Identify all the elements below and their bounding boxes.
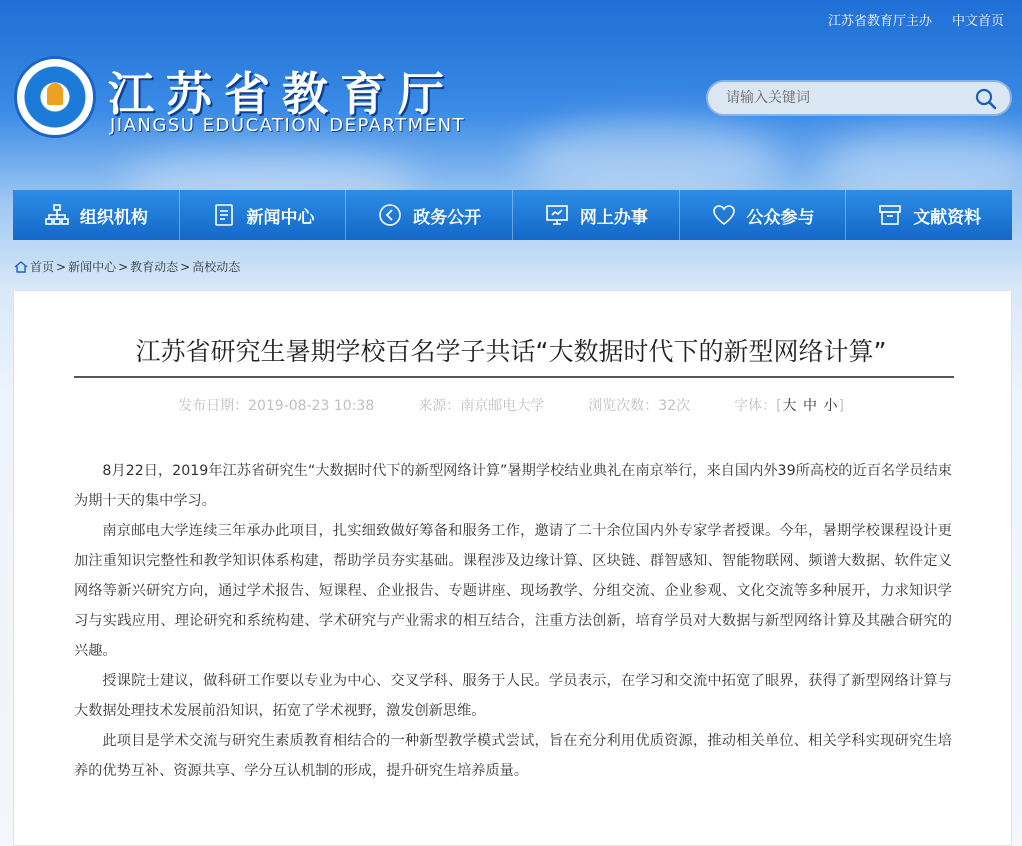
emblem-icon — [23, 65, 87, 129]
top-link-host[interactable]: 江苏省教育厅主办 — [827, 14, 932, 29]
breadcrumb-home[interactable]: 首页 — [30, 260, 55, 274]
nav-label: 公众参与 — [746, 207, 815, 228]
font-large-button[interactable]: 大 — [782, 398, 797, 414]
font-size-bracket: ] — [838, 398, 844, 414]
breadcrumb-university-news[interactable]: 高校动态 — [192, 260, 241, 274]
nav-item-documents[interactable] — [846, 190, 1012, 240]
nav-item-news[interactable] — [180, 190, 347, 240]
view-count: 浏览次数：32次 — [588, 398, 691, 414]
article-paragraph: 此项目是学术交流与研究生素质教育相结合的一种新型教学模式尝试，旨在充分利用优质资源，推动相关单位、相关学科实现研究生培养的优势互补、资源共享、学分互认机制的形成，提升研究生培养质量。 — [74, 733, 952, 779]
document-icon — [211, 202, 237, 228]
org-chart-icon — [44, 202, 70, 228]
monitor-icon — [544, 202, 570, 228]
nav-item-online-service[interactable] — [513, 190, 680, 240]
font-medium-button[interactable]: 中 — [803, 398, 817, 414]
article-source: 来源：南京邮电大学 — [418, 398, 545, 414]
site-title-en: JIANGSU EDUCATION DEPARTMENT — [110, 115, 466, 136]
article-body — [74, 456, 952, 786]
logo-emblem[interactable] — [14, 56, 96, 138]
nav-item-public-participation[interactable] — [680, 190, 847, 240]
site-title: 江苏省教育厅 — [108, 67, 456, 121]
cloud-decoration — [520, 120, 780, 200]
nav-label: 政务公开 — [413, 207, 482, 228]
breadcrumb: 首页 > 新闻中心 > 教育动态 > 高校动态 — [14, 258, 240, 275]
font-size-label: 字体：[ — [734, 398, 782, 414]
archive-icon — [877, 202, 903, 228]
breadcrumb-news[interactable]: 新闻中心 — [68, 260, 117, 274]
article-paragraph: 8月22日，2019年江苏省研究生“大数据时代下的新型网络计算”暑期学校结业典礼在南京举行，来自国内外39所高校的近百名学员结束为期十天的集中学习。 — [74, 463, 952, 509]
nav-label: 新闻中心 — [246, 207, 315, 228]
article-paragraph: 授课院士建议，做科研工作要以专业为中心、交叉学科、服务于人民。学员表示，在学习和交流中拓宽了眼界，获得了新型网络计算与大数据处理技术发展前沿知识，拓宽了学术视野，激发创新思维。 — [74, 673, 952, 719]
nav-item-government[interactable] — [346, 190, 513, 240]
nav-item-organization[interactable] — [13, 190, 180, 240]
nav-label: 文献资料 — [913, 207, 982, 228]
search-input[interactable] — [726, 90, 966, 106]
play-circle-icon — [377, 202, 403, 228]
font-size-control — [734, 395, 844, 415]
article-title: 江苏省研究生暑期学校百名学子共话“大数据时代下的新型网络计算” — [135, 337, 887, 366]
heart-icon — [711, 202, 737, 228]
breadcrumb-edu-news[interactable]: 教育动态 — [130, 260, 179, 274]
search-icon[interactable] — [974, 87, 998, 111]
article-paragraph: 南京邮电大学连续三年承办此项目，扎实细致做好筹备和服务工作，邀请了二十余位国内外专家学者授课。今年，暑期学校课程设计更加注重知识完整性和教学知识体系构建，帮助学员夯实基础。课程涉及边缘计算、区块链、群智感知、智能物联网、频谱大数据、软件定义网络等新兴研究方向，通过学术报告、短课程、企业报告、专题讲座、现场教学、分组交流、企业参观、文化交流等多种展开，力求知识学习与实践应用、理论研究和系统构建、学术研究与产业需求的相互结合，注重方法创新，培育学员对大数据与新型网络计算及其融合研究的兴趣。 — [74, 523, 952, 659]
site-header — [0, 0, 1022, 190]
publish-date: 发布日期：2019-08-23 10:38 — [178, 398, 375, 414]
article-meta — [0, 395, 1022, 415]
top-link-home[interactable]: 中文首页 — [951, 14, 1004, 29]
main-nav — [13, 190, 1012, 240]
nav-label: 网上办事 — [579, 207, 648, 228]
font-small-button[interactable]: 小 — [823, 398, 838, 414]
home-icon — [14, 261, 28, 273]
top-links — [828, 10, 1004, 29]
title-divider — [74, 376, 954, 378]
search-box — [706, 80, 1012, 116]
nav-label: 组织机构 — [79, 207, 148, 228]
